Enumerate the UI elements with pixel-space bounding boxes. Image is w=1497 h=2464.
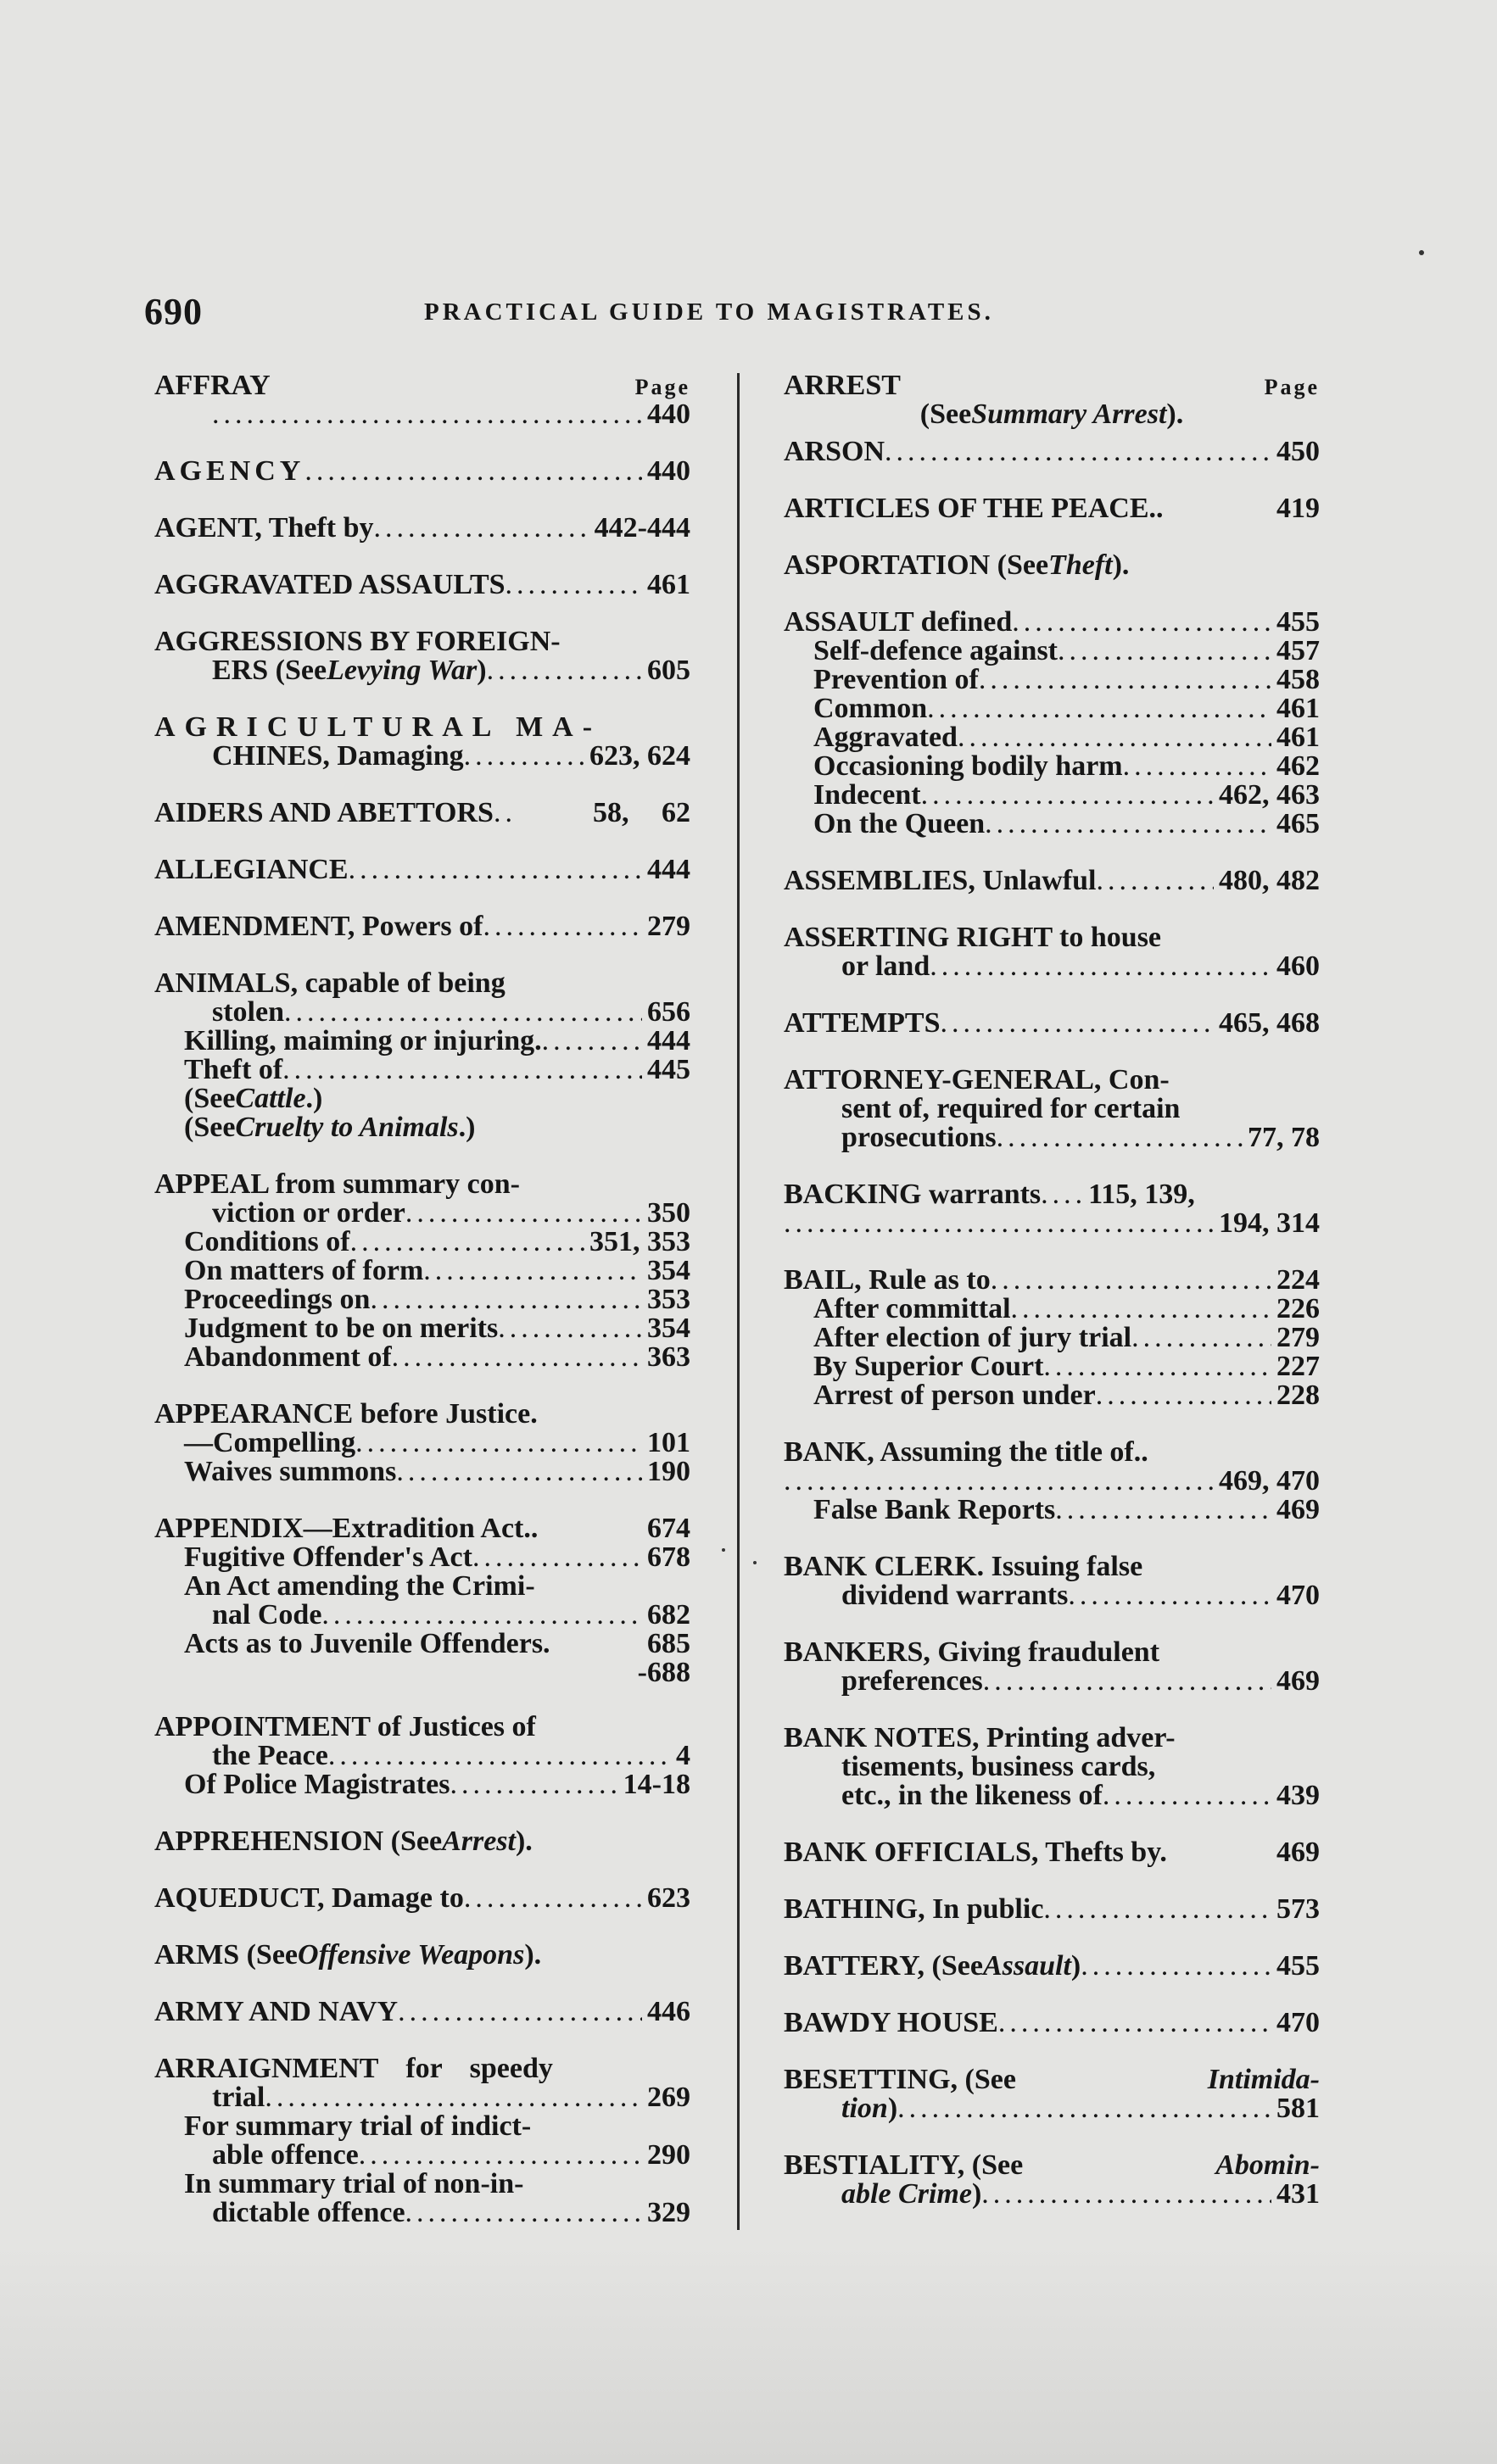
page-ref: 461 bbox=[647, 569, 690, 600]
cross-reference: able Crime bbox=[841, 2178, 972, 2210]
sub-entry: In summary trial of non-in- bbox=[184, 2168, 524, 2199]
index-column-left bbox=[154, 371, 690, 2255]
page-ref: 461 bbox=[1276, 693, 1320, 724]
entry-title: ARMY AND NAVY bbox=[154, 1996, 399, 2027]
entry-title: ASPORTATION (See bbox=[784, 549, 1049, 581]
entry-title: AGRICULTURAL MA- bbox=[154, 711, 602, 743]
running-head bbox=[144, 290, 1323, 332]
entry-title: APPREHENSION (See bbox=[154, 1826, 443, 1857]
page-edge-shading bbox=[0, 2244, 1497, 2464]
page-ref: 77, 78 bbox=[1248, 1122, 1320, 1153]
index-entry-attorney-general: ATTORNEY-GENERAL, Con- sent of, required for certain prosecutions ..... 77, 78 bbox=[784, 1066, 1320, 1152]
page-ref: 431 bbox=[1276, 2178, 1320, 2210]
index-entry-bawdy-house bbox=[784, 2009, 1320, 2038]
index-entry-bank bbox=[784, 1438, 1320, 1525]
entry-title: ASSERTING RIGHT to house bbox=[784, 922, 1162, 953]
page-ref: 224 bbox=[1276, 1264, 1320, 1296]
page-ref: 228 bbox=[1276, 1380, 1320, 1411]
sub-entry: An Act amending the Crimi- bbox=[184, 1570, 535, 1602]
page-ref: 329 bbox=[647, 2197, 690, 2228]
page-ref: 682 bbox=[647, 1599, 690, 1631]
entry-title: AIDERS AND ABETTORS bbox=[154, 797, 494, 828]
entry-title: BATHING, In public bbox=[784, 1893, 1044, 1925]
entry-title: APPOINTMENT of Justices of bbox=[154, 1711, 536, 1742]
entry-title: BAWDY HOUSE bbox=[784, 2007, 998, 2038]
index-entry-asportation: ASPORTATION (See Theft ). bbox=[784, 549, 1130, 581]
index-entry-aiders bbox=[154, 799, 690, 828]
running-title: PRACTICAL GUIDE TO MAGISTRATES. bbox=[424, 298, 994, 326]
page-ref: 227 bbox=[1276, 1351, 1320, 1382]
entry-title: ARSON bbox=[784, 436, 885, 467]
sub-entry: Killing, maiming or injuring. bbox=[184, 1025, 542, 1056]
entry-title: ANIMALS, capable of being bbox=[154, 967, 506, 999]
index-entry-arson bbox=[784, 438, 1320, 466]
index-entry-aqueduct bbox=[154, 1884, 690, 1913]
entry-title: BANKERS, Giving fraudulent bbox=[784, 1636, 1160, 1668]
page-ref: 460 bbox=[1276, 950, 1320, 982]
entry-title: AFFRAY bbox=[154, 370, 271, 401]
sub-entry: Occasioning bodily harm bbox=[813, 750, 1123, 782]
index-entry-agricultural-machines: AGRICULTURAL MA- CHINES, Damaging ..... 623, 624 bbox=[154, 713, 690, 771]
index-entry-bail bbox=[784, 1266, 1320, 1410]
page-ref: 353 bbox=[647, 1284, 690, 1315]
sub-entry: For summary trial of indict- bbox=[184, 2110, 532, 2142]
page-ref: 350 bbox=[647, 1197, 690, 1229]
index-entry-aggravated-assaults bbox=[154, 571, 690, 599]
cross-reference: Theft bbox=[1048, 549, 1113, 581]
index-entry-bank-officials bbox=[784, 1838, 1320, 1867]
index-entry-appearance bbox=[154, 1400, 690, 1486]
page-ref: 605 bbox=[647, 655, 690, 686]
page-ref: 14-18 bbox=[623, 1769, 690, 1800]
index-entry-backing-warrants bbox=[784, 1180, 1320, 1238]
entry-title: BANK CLERK. Issuing false bbox=[784, 1551, 1143, 1582]
column-divider bbox=[737, 373, 740, 2230]
sub-entry: Self-defence against bbox=[813, 635, 1059, 666]
page-column-label: Page bbox=[634, 375, 690, 399]
entry-title: ARMS (See bbox=[154, 1939, 299, 1971]
page-ref: 445 bbox=[647, 1054, 690, 1085]
index-entry-aggressions: AGGRESSIONS BY FOREIGN- ERS (See Levying War ) ..... 605 bbox=[154, 627, 690, 685]
page-ref: 279 bbox=[1276, 1322, 1320, 1353]
page-ref: 461 bbox=[1276, 722, 1320, 753]
entry-title: BACKING warrants bbox=[784, 1179, 1042, 1210]
entry-title: APPEAL from summary con- bbox=[154, 1168, 520, 1200]
sub-entry: Indecent bbox=[813, 779, 921, 811]
page-ref: 469 bbox=[1276, 1494, 1320, 1525]
entry-title: AGGRAVATED ASSAULTS bbox=[154, 569, 506, 600]
sub-entry: By Superior Court bbox=[813, 1351, 1044, 1382]
entry-title: ARTICLES OF THE PEACE.. bbox=[784, 493, 1164, 524]
sub-entry: Proceedings on bbox=[184, 1284, 371, 1315]
page-ref: 573 bbox=[1276, 1893, 1320, 1925]
sub-entry: Common bbox=[813, 693, 928, 724]
index-entry-arraignment: ARRAIGNMENT for speedy trial ..... 269 For summary trial of indict- able offence ..... 290 In summary trial of non-in- dictable offence ..... 329 bbox=[154, 2054, 690, 2227]
print-speck bbox=[753, 1561, 757, 1564]
entry-title: ALLEGIANCE bbox=[154, 854, 349, 885]
index-entry-appointment: APPOINTMENT of Justices of the Peace ..... 4 Of Police Magistrates ..... 14-18 bbox=[154, 1713, 690, 1799]
index-column-right bbox=[784, 371, 1320, 2237]
index-entry-bank-notes: BANK NOTES, Printing adver- tisements, business cards, etc., in the likeness of ..... 439 bbox=[784, 1724, 1320, 1810]
entry-title: BANK NOTES, Printing adver- bbox=[784, 1722, 1176, 1753]
page-ref: 678 bbox=[647, 1541, 690, 1573]
page-ref: 226 bbox=[1276, 1293, 1320, 1324]
page-ref: 656 bbox=[647, 996, 690, 1028]
entry-title: BANK, Assuming the title of.. bbox=[784, 1436, 1148, 1468]
index-entry-asserting-right: ASSERTING RIGHT to house or land ..... 460 bbox=[784, 923, 1320, 981]
index-entry-bathing bbox=[784, 1895, 1320, 1924]
entry-title: APPENDIX—Extradition Act.. bbox=[154, 1513, 539, 1544]
index-entry-bankers: BANKERS, Giving fraudulent preferences ..... 469 bbox=[784, 1638, 1320, 1696]
sub-entry: On the Queen bbox=[813, 808, 986, 839]
entry-title: AGENT, Theft by bbox=[154, 512, 374, 544]
page-ref: 363 bbox=[647, 1341, 690, 1373]
page-ref: 469 bbox=[1276, 1837, 1320, 1868]
index-entry-arms: ARMS (See Offensive Weapons ). bbox=[154, 1939, 542, 1971]
index-entry-articles-of-the-peace bbox=[784, 494, 1320, 523]
page-number: 690 bbox=[144, 291, 203, 332]
page-ref: 190 bbox=[647, 1456, 690, 1487]
sub-entry: Judgment to be on merits bbox=[184, 1313, 499, 1344]
index-entry-bestiality: BESTIALITY, (See Abomin- able Crime ) ..... 431 bbox=[784, 2151, 1320, 2209]
sub-entry: Acts as to Juvenile Offenders. bbox=[184, 1628, 550, 1659]
entry-title: BAIL, Rule as to bbox=[784, 1264, 991, 1296]
page-ref: 440 bbox=[647, 455, 690, 487]
page-ref: 455 bbox=[1276, 1950, 1320, 1982]
entry-title: BATTERY, (See bbox=[784, 1950, 983, 1982]
page-ref: 354 bbox=[647, 1255, 690, 1286]
page-ref: 351, 353 bbox=[589, 1226, 690, 1257]
entry-title: APPEARANCE before Justice. bbox=[154, 1398, 538, 1430]
entry-title: ATTEMPTS bbox=[784, 1007, 941, 1039]
index-entry-amendment bbox=[154, 912, 690, 941]
sub-entry: Arrest of person under bbox=[813, 1380, 1096, 1411]
entry-title: AQUEDUCT, Damage to bbox=[154, 1882, 464, 1914]
index-entry-apprehension: APPREHENSION (See Arrest ). bbox=[154, 1826, 533, 1857]
page-ref: 419 bbox=[1276, 493, 1320, 524]
page-ref: 450 bbox=[1276, 436, 1320, 467]
entry-title: BANK OFFICIALS, Thefts by. bbox=[784, 1837, 1167, 1868]
sub-entry: Prevention of bbox=[813, 664, 979, 695]
print-speck bbox=[1419, 250, 1424, 255]
page-ref: 58, 62 bbox=[593, 797, 690, 828]
page-ref: 442-444 bbox=[594, 512, 690, 544]
page-ref: 462, 463 bbox=[1219, 779, 1320, 811]
page-ref: 470 bbox=[1276, 2007, 1320, 2038]
page-ref: 455 bbox=[1276, 606, 1320, 638]
page-column-label: Page bbox=[1264, 375, 1320, 399]
index-entry-agency bbox=[154, 457, 690, 486]
cross-reference: Cattle bbox=[235, 1083, 306, 1114]
cross-reference: Summary Arrest bbox=[971, 399, 1167, 430]
index-entry-appendix: APPENDIX—Extradition Act.. 674 Fugitive Offender's Act ..... 678 An Act amending the Crimi- nal Code ..... 682 Acts as to Juvenile Offenders. 685 -688 bbox=[154, 1514, 690, 1687]
page-ref: 115, 139, bbox=[1088, 1179, 1195, 1210]
page-ref: 470 bbox=[1276, 1580, 1320, 1611]
entry-title: ARRAIGNMENT for speedy bbox=[154, 2053, 553, 2084]
page-ref: 354 bbox=[647, 1313, 690, 1344]
page-ref: 685 bbox=[647, 1628, 690, 1659]
entry-title: ASSAULT defined bbox=[784, 606, 1013, 638]
page-ref: 194, 314 bbox=[1219, 1207, 1320, 1239]
index-entry-agent bbox=[154, 514, 690, 543]
cross-reference: Arrest bbox=[442, 1826, 516, 1857]
page-ref: 462 bbox=[1276, 750, 1320, 782]
sub-entry: Fugitive Offender's Act bbox=[184, 1541, 472, 1573]
print-speck bbox=[722, 1548, 725, 1552]
page-ref: 480, 482 bbox=[1219, 865, 1320, 896]
index-entry-assemblies bbox=[784, 867, 1320, 895]
page-ref: 469 bbox=[1276, 1665, 1320, 1697]
page-ref: 4 bbox=[676, 1740, 690, 1771]
sub-entry: Waives summons bbox=[184, 1456, 397, 1487]
page-ref: 465, 468 bbox=[1219, 1007, 1320, 1039]
sub-entry: Of Police Magistrates bbox=[184, 1769, 450, 1800]
entry-title: ATTORNEY-GENERAL, Con- bbox=[784, 1064, 1170, 1095]
sub-entry: Aggravated bbox=[813, 722, 958, 753]
cross-reference: Assault bbox=[982, 1950, 1071, 1982]
page-ref: 674 bbox=[647, 1513, 690, 1544]
sub-entry: After committal bbox=[813, 1293, 1011, 1324]
sub-entry: Abandonment of bbox=[184, 1341, 392, 1373]
page-ref: 101 bbox=[647, 1427, 690, 1458]
page-ref: 444 bbox=[647, 854, 690, 885]
entry-title: BESTIALITY, (See bbox=[784, 2149, 1024, 2181]
cross-reference: Abomin- bbox=[1215, 2149, 1320, 2181]
entry-title: ASSEMBLIES, Unlawful bbox=[784, 865, 1097, 896]
page-ref: 279 bbox=[647, 911, 690, 942]
page-ref: 440 bbox=[647, 399, 690, 430]
cross-reference: Offensive Weapons bbox=[298, 1939, 525, 1971]
page-ref: 465 bbox=[1276, 808, 1320, 839]
index-entry-besetting: BESETTING, (See Intimida- tion ) ..... 581 bbox=[784, 2065, 1320, 2123]
page-ref: 290 bbox=[647, 2139, 690, 2171]
index-entry-bank-clerk: BANK CLERK. Issuing false dividend warrants ..... 470 bbox=[784, 1553, 1320, 1610]
index-entry-animals: ANIMALS, capable of being stolen ..... 656 Killing, maiming or injuring. ..... 444 Theft of ..... 445 (See Cattle .) (See Cruelty to Animals .) bbox=[154, 969, 690, 1142]
sub-entry: On matters of form bbox=[184, 1255, 424, 1286]
index-entry-army-navy bbox=[154, 1998, 690, 2026]
page-ref: 269 bbox=[647, 2082, 690, 2113]
page-ref: 623, 624 bbox=[589, 740, 690, 772]
page-ref: -688 bbox=[637, 1657, 690, 1688]
entry-title: AGENCY bbox=[154, 455, 305, 487]
page-ref: 457 bbox=[1276, 635, 1320, 666]
page-ref: 469, 470 bbox=[1219, 1465, 1320, 1497]
page-ref: 458 bbox=[1276, 664, 1320, 695]
entry-title: ARREST bbox=[784, 370, 901, 401]
index-entry-attempts bbox=[784, 1009, 1320, 1038]
cross-reference: tion bbox=[841, 2093, 888, 2124]
page-ref: 446 bbox=[647, 1996, 690, 2027]
cross-reference: Levying War bbox=[327, 655, 478, 686]
entry-title: AGGRESSIONS BY FOREIGN- bbox=[154, 626, 561, 657]
page-ref: 439 bbox=[1276, 1780, 1320, 1811]
sub-entry: —Compelling bbox=[184, 1427, 356, 1458]
entry-title: BESETTING, (See bbox=[784, 2064, 1016, 2095]
sub-entry: Theft of bbox=[184, 1054, 283, 1085]
sub-entry: After election of jury trial bbox=[813, 1322, 1132, 1353]
entry-title: AMENDMENT, Powers of bbox=[154, 911, 483, 942]
page-ref: 623 bbox=[647, 1882, 690, 1914]
index-entry-battery: BATTERY, (See Assault ) ..... 455 bbox=[784, 1952, 1320, 1981]
cross-reference: Intimida- bbox=[1207, 2064, 1320, 2095]
index-entry-arrest: ARREST Page (See Summary Arrest ). bbox=[784, 370, 1320, 430]
sub-entry: False Bank Reports bbox=[813, 1494, 1056, 1525]
index-entry-affray bbox=[154, 371, 690, 429]
page-ref: 444 bbox=[647, 1025, 690, 1056]
cross-reference: Cruelty to Animals bbox=[235, 1112, 459, 1143]
index-entry-assault bbox=[784, 608, 1320, 839]
page-ref: 581 bbox=[1276, 2093, 1320, 2124]
sub-entry: Conditions of bbox=[184, 1226, 350, 1257]
index-entry-allegiance bbox=[154, 856, 690, 884]
index-entry-appeal: APPEAL from summary con- viction or order ..... 350 Conditions of ..... 351, 353 On matters of form ..... 354 Proceedings on ..... 353 Judgment to be on merits ..... 354 Abandonment of ..... 363 bbox=[154, 1170, 690, 1372]
